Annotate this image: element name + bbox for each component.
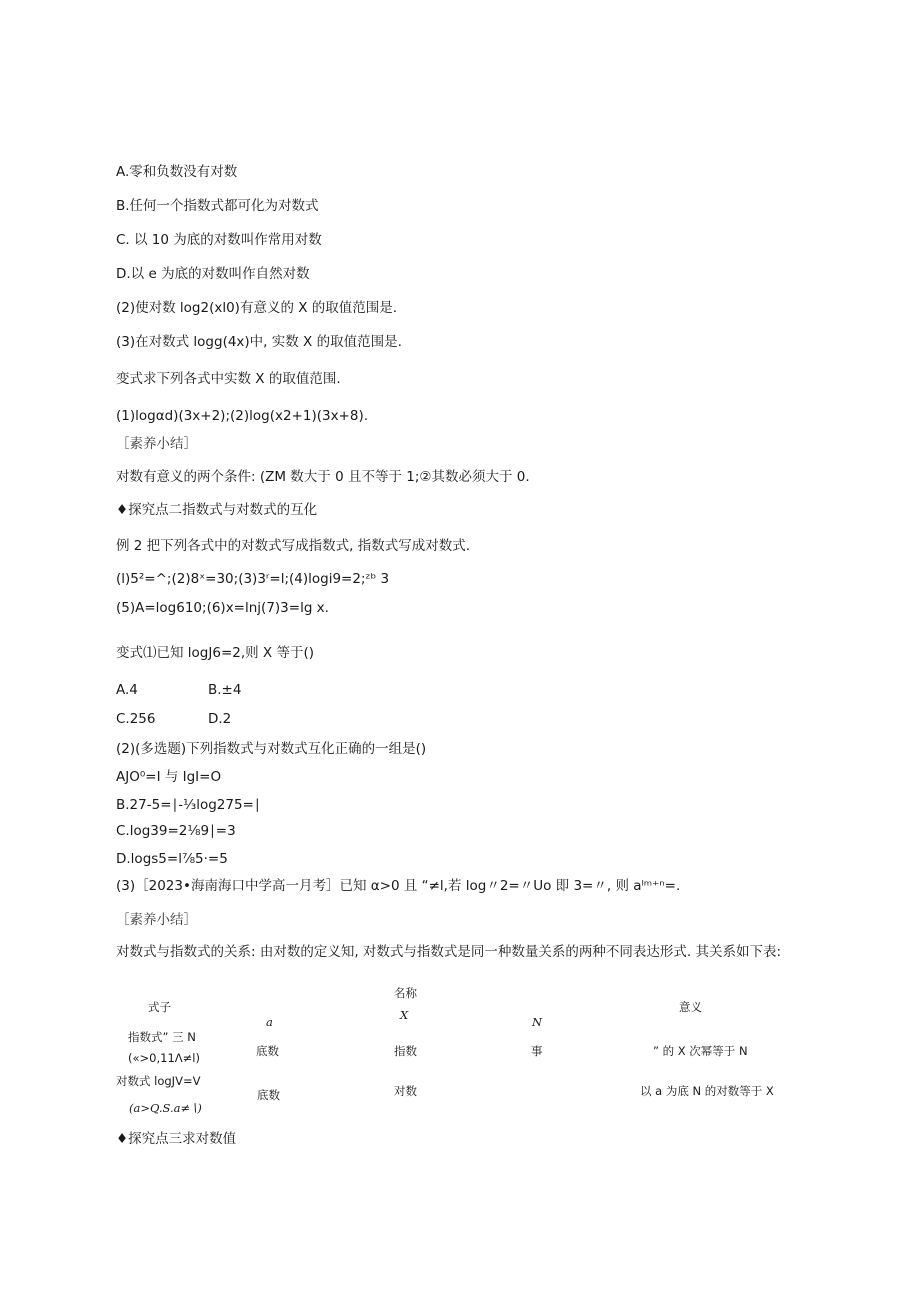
variant-2-prompt: 变式⑴已知 logJ6=2,则 X 等于() — [116, 645, 314, 661]
table-row1-meaning: ” 的 X 次幂等于 N — [653, 1044, 748, 1058]
summary-1: 对数有意义的两个条件: (ZM 数大于 0 且不等于 1;②其数必须大于 0. — [116, 469, 530, 485]
option-d: D.以 e 为底的对数叫作自然对数 — [116, 266, 310, 282]
variant-2-q2-option-c: C.log39=2⅛9∣=3 — [116, 823, 236, 839]
variant-2-option-b: B.±4 — [208, 682, 242, 698]
table-header-meaning: 意义 — [679, 1000, 702, 1014]
option-a: A.零和负数没有对数 — [116, 164, 238, 180]
variant-2-q2-option-b: B.27-5=∣-⅓log275=∣ — [116, 797, 261, 813]
explore-heading-2: ♦探究点二指数式与对数式的互化 — [116, 502, 318, 518]
table-header-power: N — [532, 1015, 543, 1029]
question-2: (2)使对数 log2(xl0)有意义的 X 的取值范围是. — [116, 300, 398, 316]
table-row2-base: 底数 — [257, 1088, 280, 1102]
table-row1-power: 事 — [531, 1044, 543, 1058]
table-row1-formula: 指数式” 三 N — [128, 1030, 196, 1044]
variant-1-items: (1)logαd)(3x+2);(2)log(x2+1)(3x+8). — [116, 408, 369, 424]
table-row1-exponent: 指数 — [394, 1044, 417, 1058]
explore-heading-3: ♦探究点三求对数值 — [116, 1131, 237, 1147]
summary-2: 对数式与指数式的关系: 由对数的定义知, 对数式与指数式是同一种数量关系的两种不同表达形式. 其关系如下表: — [116, 944, 782, 960]
option-b: B.任何一个指数式都可化为对数式 — [116, 198, 319, 214]
example-2-items-1: (l)5²=^;(2)8ˣ=30;(3)3ʳ=l;(4)logi9=2;ᶻᵇ 3 — [116, 571, 390, 587]
table-row2-log: 对数 — [394, 1084, 417, 1098]
variant-2-option-d: D.2 — [208, 711, 232, 727]
example-2-items-2: (5)A=log610;(6)x=lnj(7)3=lg x. — [116, 600, 329, 616]
summary-tag-2: ［素养小结］ — [116, 912, 197, 928]
variant-2-q2-option-a: AJO⁰=I 与 IgI=O — [116, 769, 222, 785]
table-row1-condition: («>0,11Λ≠l) — [128, 1051, 200, 1065]
variant-2-question-2: (2)(多选题)下列指数式与对数式互化正确的一组是() — [116, 741, 427, 757]
question-3: (3)在对数式 logg(4x)中, 实数 X 的取值范围是. — [116, 334, 402, 350]
table-row2-meaning: 以 a 为底 N 的对数等于 X — [640, 1084, 774, 1098]
table-header-base: a — [266, 1015, 273, 1029]
summary-tag-1: ［素养小结］ — [116, 436, 197, 452]
table-row2-formula: 对数式 logJV=V — [116, 1074, 201, 1088]
variant-2-option-a: A.4 — [116, 682, 138, 698]
example-2-prompt: 例 2 把下列各式中的对数式写成指数式, 指数式写成对数式. — [116, 538, 471, 554]
variant-2-question-3: (3)［2023•海南海口中学高一月考］已知 α>0 且 “≠l,若 log〃2=〃Uo 即 3=〃, 则 aˡᵐ⁺ⁿ=. — [116, 878, 681, 894]
variant-1-prompt: 变式求下列各式中实数 X 的取值范围. — [116, 371, 341, 387]
variant-2-q2-option-d: D.logs5=l⅞5·=5 — [116, 851, 228, 867]
table-header-formula: 式子 — [148, 1000, 171, 1014]
table-header-exponent: X — [400, 1008, 409, 1022]
option-c: C. 以 10 为底的对数叫作常用对数 — [116, 232, 322, 248]
table-header-name: 名称 — [394, 986, 417, 1000]
variant-2-option-c: C.256 — [116, 711, 156, 727]
table-row2-condition: (a>Q.S.a≠∖) — [129, 1101, 202, 1115]
table-row1-base: 底数 — [256, 1044, 279, 1058]
